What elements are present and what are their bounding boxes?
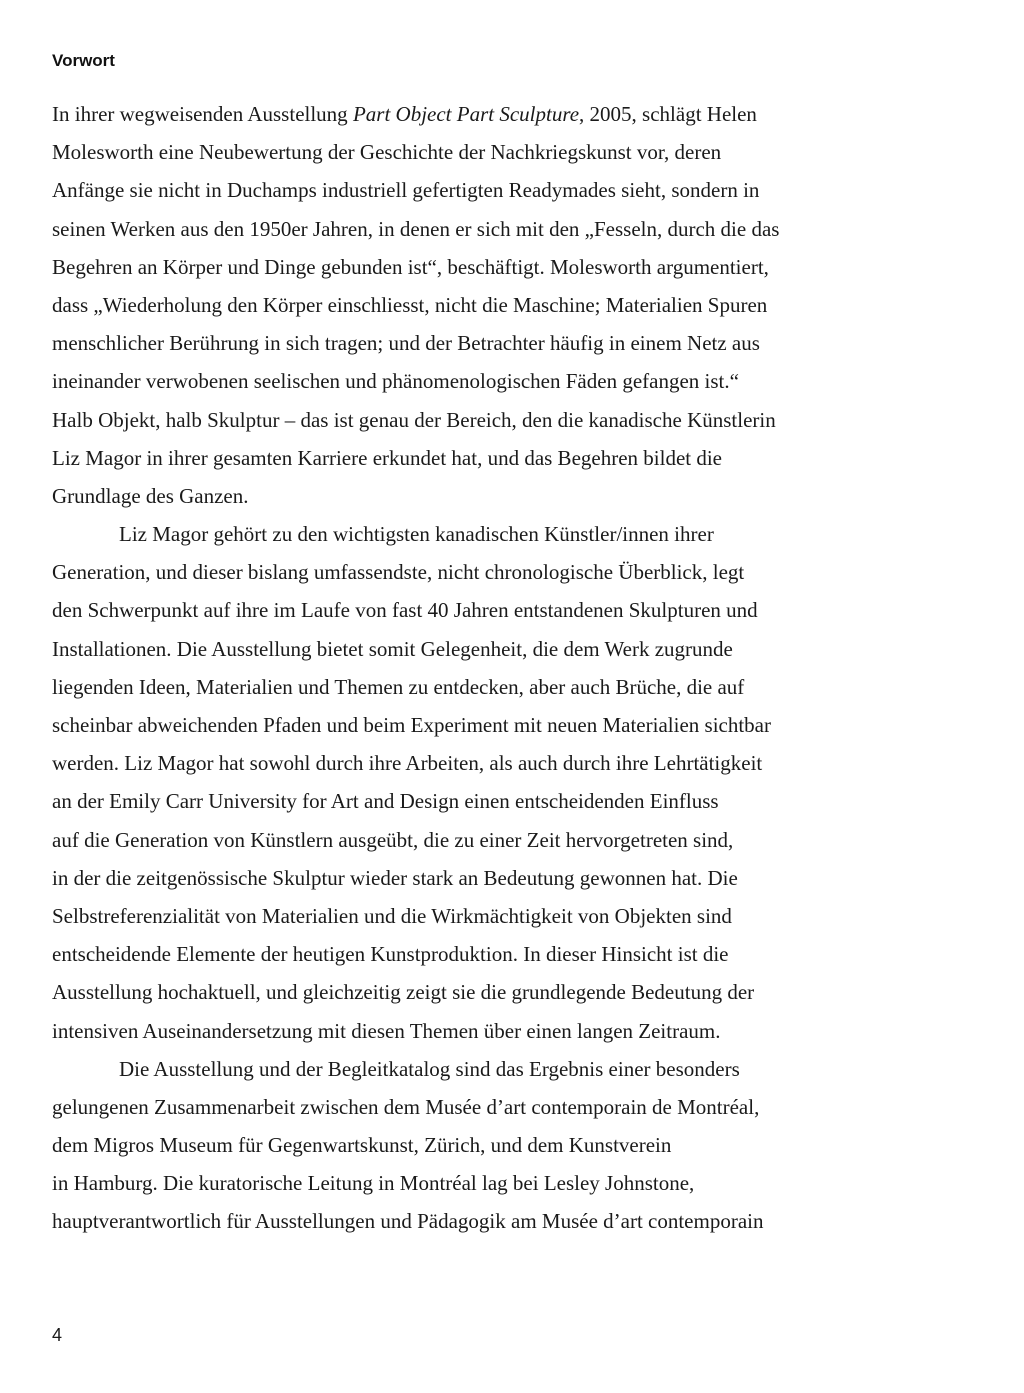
text-line: gelungenen Zusammenarbeit zwischen dem Musée d’art contemporain de Montréal, [52,1094,760,1119]
text-line: Die Ausstellung und der Begleitkatalog sind das Ergebnis einer besonders [119,1056,740,1081]
text-line: Grundlage des Ganzen. [52,483,249,508]
text-line: Selbstreferenzialität von Materialien und die Wirkmächtigkeit von Objekten sind [52,903,732,928]
text-line: werden. Liz Magor hat sowohl durch ihre Arbeiten, als auch durch ihre Lehrtätigkeit [52,751,763,776]
body-text [52,99,882,1245]
text-line: den Schwerpunkt auf ihre im Laufe von fast 40 Jahren entstandenen Skulpturen und [52,598,758,623]
text-line: ineinander verwobenen seelischen und phänomenologischen Fäden gefangen ist.“ [52,369,739,394]
text-line: scheinbar abweichenden Pfaden und beim Experiment mit neuen Materialien sichtbar [52,713,771,737]
text-line: entscheidende Elemente der heutigen Kunstproduktion. In dieser Hinsicht ist die [52,942,729,967]
text-line: Installationen. Die Ausstellung bietet somit Gelegenheit, die dem Werk zugrunde [52,636,733,661]
text-line: hauptverantwortlich für Ausstellungen und Pädagogik am Musée d’art contemporain [52,1209,764,1234]
text-line: Anfänge sie nicht in Duchamps industriell gefertigten Readymades sieht, sondern in [52,178,760,203]
text-line: dass „Wiederholung den Körper einschliesst, nicht die Maschine; Materialien Spuren [52,292,768,317]
text-line: Generation, und dieser bislang umfassendste, nicht chronologische Überblick, legt [52,560,745,585]
text-line: Molesworth eine Neubewertung der Geschichte der Nachkriegskunst vor, deren [52,140,722,165]
text-line: in Hamburg. Die kuratorische Leitung in Montréal lag bei Lesley Johnstone, [52,1171,695,1196]
text-line: Ausstellung hochaktuell, und gleichzeitig zeigt sie die grundlegende Bedeutung der [52,980,755,1005]
text-line: an der Emily Carr University for Art and Design einen entscheidenden Einfluss [52,789,719,814]
text-line: auf die Generation von Künstlern ausgeübt, die zu einer Zeit hervorgetreten sind, [52,827,734,852]
text-line: menschlicher Berührung in sich tragen; und der Betrachter häufig in einem Netz aus [52,331,760,356]
text-line: liegenden Ideen, Materialien und Themen zu entdecken, aber auch Brüche, die auf [52,674,745,699]
text-line: Halb Objekt, halb Skulptur – das ist genau der Bereich, den die kanadische Künstlerin [52,407,776,432]
page-number: 4 [52,1325,63,1345]
text-segment: , 2005, schlägt Helen [579,102,757,126]
text-line: in der die zeitgenössische Skulptur wieder stark an Bedeutung gewonnen hat. Die [52,865,738,890]
exhibition-title: Part Object Part Sculpture [352,102,580,126]
text-line [52,99,882,137]
text-line: Liz Magor in ihrer gesamten Karriere erkundet hat, und das Begehren bildet die [52,445,723,470]
text-line: intensiven Auseinandersetzung mit diesen Themen über einen langen Zeitraum. [52,1018,721,1043]
text-segment: In ihrer wegweisenden Ausstellung [52,102,353,126]
text-line: seinen Werken aus den 1950er Jahren, in denen er sich mit den „Fesseln, durch die das [52,216,780,241]
text-line: dem Migros Museum für Gegenwartskunst, Zürich, und dem Kunstverein [52,1133,672,1158]
text-line: Liz Magor gehört zu den wichtigsten kanadischen Künstler/innen ihrer [119,522,714,547]
text-line: Begehren an Körper und Dinge gebunden ist“, beschäftigt. Molesworth argumentiert, [52,254,769,279]
section-heading: Vorwort [52,51,115,70]
